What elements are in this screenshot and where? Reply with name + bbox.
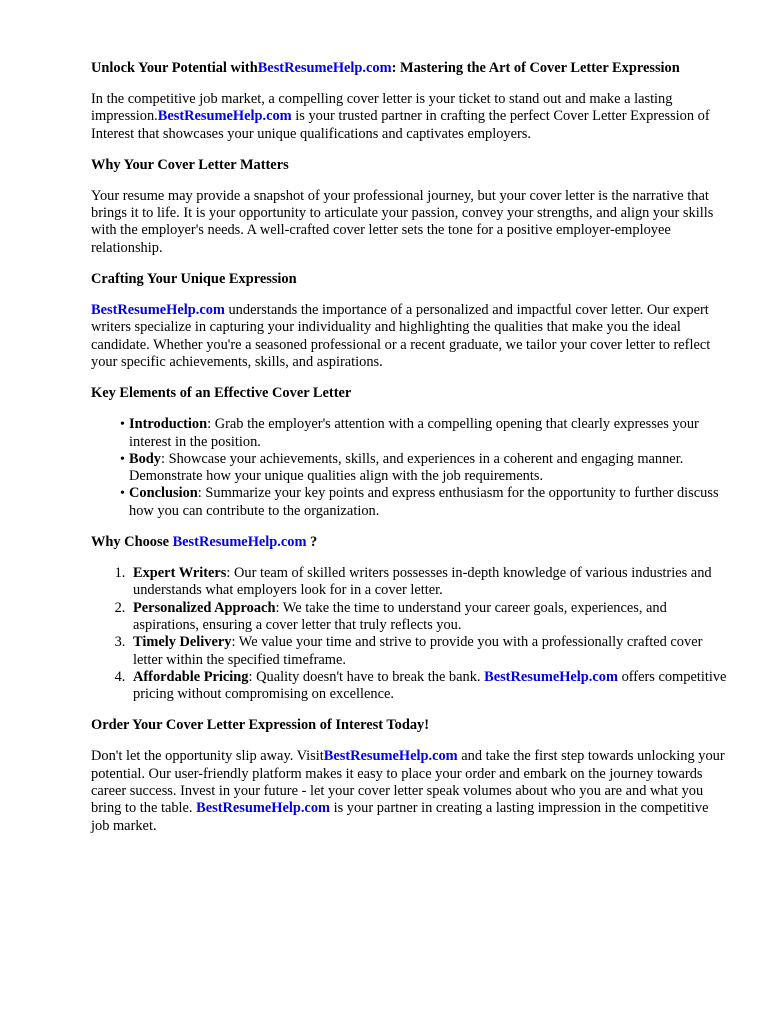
intro-link[interactable]: BestResumeHelp.com — [157, 108, 292, 125]
intro-text-post: is your trusted partner in crafting the perfect Cover Letter Expression of Interest that showcases your unique qualifications and captivates employers. — [91, 108, 710, 142]
list-item-text: : Showcase your achievements, skills, and experiences in a coherent and engaging manner. Demonstrate how your unique qualities align with the job requirements. — [129, 450, 684, 485]
list-item-text-post: offers competitive pricing without compromising on excellence. — [133, 668, 727, 703]
why-matters-paragraph: Your resume may provide a snapshot of your professional journey, but your cover letter is the narrative that brings it to life. It is your opportunity to articulate your passion, convey your strengths, and align your skills with the employer's needs. A well-crafted cover letter sets the tone for a positive employer-employee relationship. — [91, 187, 714, 256]
list-item — [129, 600, 728, 635]
list-item — [129, 485, 728, 520]
list-item-text: : We value your time and strive to provide you with a professionally crafted cover letter within the specified timeframe. — [133, 634, 703, 668]
list-item-text: : Quality doesn't have to break the bank. — [248, 668, 485, 685]
list-item-text: : Summarize your key points and express enthusiasm for the opportunity to further discuss how you can contribute to the organization. — [129, 485, 719, 519]
why-matters-heading: Why Your Cover Letter Matters — [91, 156, 289, 173]
title-prefix: Unlock Your Potential with — [91, 60, 258, 76]
pricing-link[interactable]: BestResumeHelp.com — [484, 668, 618, 685]
list-item — [129, 416, 728, 451]
why-choose-heading-post: ? — [306, 534, 318, 551]
list-item-term: Introduction — [129, 416, 208, 433]
order-link-1[interactable]: BestResumeHelp.com — [323, 748, 458, 765]
order-paragraph — [91, 748, 728, 834]
list-item — [129, 451, 728, 486]
intro-paragraph — [91, 91, 728, 143]
intro-text-pre: In the competitive job market, a compelling cover letter is your ticket to stand out and make a lasting impression. — [91, 91, 673, 125]
list-item-term: Body — [129, 450, 161, 467]
list-item — [129, 669, 728, 704]
crafting-heading: Crafting Your Unique Expression — [91, 271, 297, 288]
why-choose-list — [91, 565, 728, 703]
key-elements-heading: Key Elements of an Effective Cover Letter — [91, 385, 352, 402]
page-title — [91, 60, 728, 77]
crafting-paragraph — [91, 302, 728, 371]
order-text-post: is your partner in creating a lasting impression in the competitive job market. — [91, 800, 709, 834]
why-choose-heading — [91, 534, 728, 551]
order-link-2[interactable]: BestResumeHelp.com — [196, 800, 330, 817]
list-item-term: Conclusion — [129, 485, 198, 502]
list-item-term: Affordable Pricing — [133, 668, 249, 685]
order-heading: Order Your Cover Letter Expression of Interest Today! — [91, 717, 430, 734]
list-item — [129, 634, 728, 669]
crafting-text: understands the importance of a personalized and impactful cover letter. Our expert writers specialize in capturing your individuality and highlighting the qualities that make you the ideal candidate. Whether you're a seasoned professional or a recent graduate, we tailor your cover letter to reflect your specific achievements, skills, and aspirations. — [91, 302, 711, 370]
list-item-text: : We take the time to understand your career goals, experiences, and aspirations, ensuring a cover letter that truly reflects you. — [133, 599, 667, 633]
key-elements-list — [91, 416, 728, 520]
list-item-term: Personalized Approach — [133, 599, 276, 616]
list-item-text: : Our team of skilled writers possesses in-depth knowledge of various industries and understands what employers look for in a cover letter. — [133, 565, 712, 599]
title-suffix: : Mastering the Art of Cover Letter Expression — [391, 60, 680, 76]
list-item-term: Expert Writers — [133, 565, 227, 582]
title-link[interactable]: BestResumeHelp.com — [257, 60, 392, 76]
order-text-pre: Don't let the opportunity slip away. Visit — [91, 748, 324, 765]
why-choose-link[interactable]: BestResumeHelp.com — [172, 534, 307, 551]
order-text-mid: and take the first step towards unlocking your potential. Our user-friendly platform makes it easy to place your order and embark on the journey towards career success. Invest in your future - let your cover letter speak volumes about who you are and what you bring to the table. — [91, 748, 725, 817]
list-item-term: Timely Delivery — [133, 634, 232, 651]
crafting-link[interactable]: BestResumeHelp.com — [91, 302, 225, 319]
why-choose-heading-pre: Why Choose — [91, 534, 173, 551]
list-item-text: : Grab the employer's attention with a compelling opening that clearly expresses your interest in the position. — [129, 416, 699, 450]
list-item — [129, 565, 728, 600]
